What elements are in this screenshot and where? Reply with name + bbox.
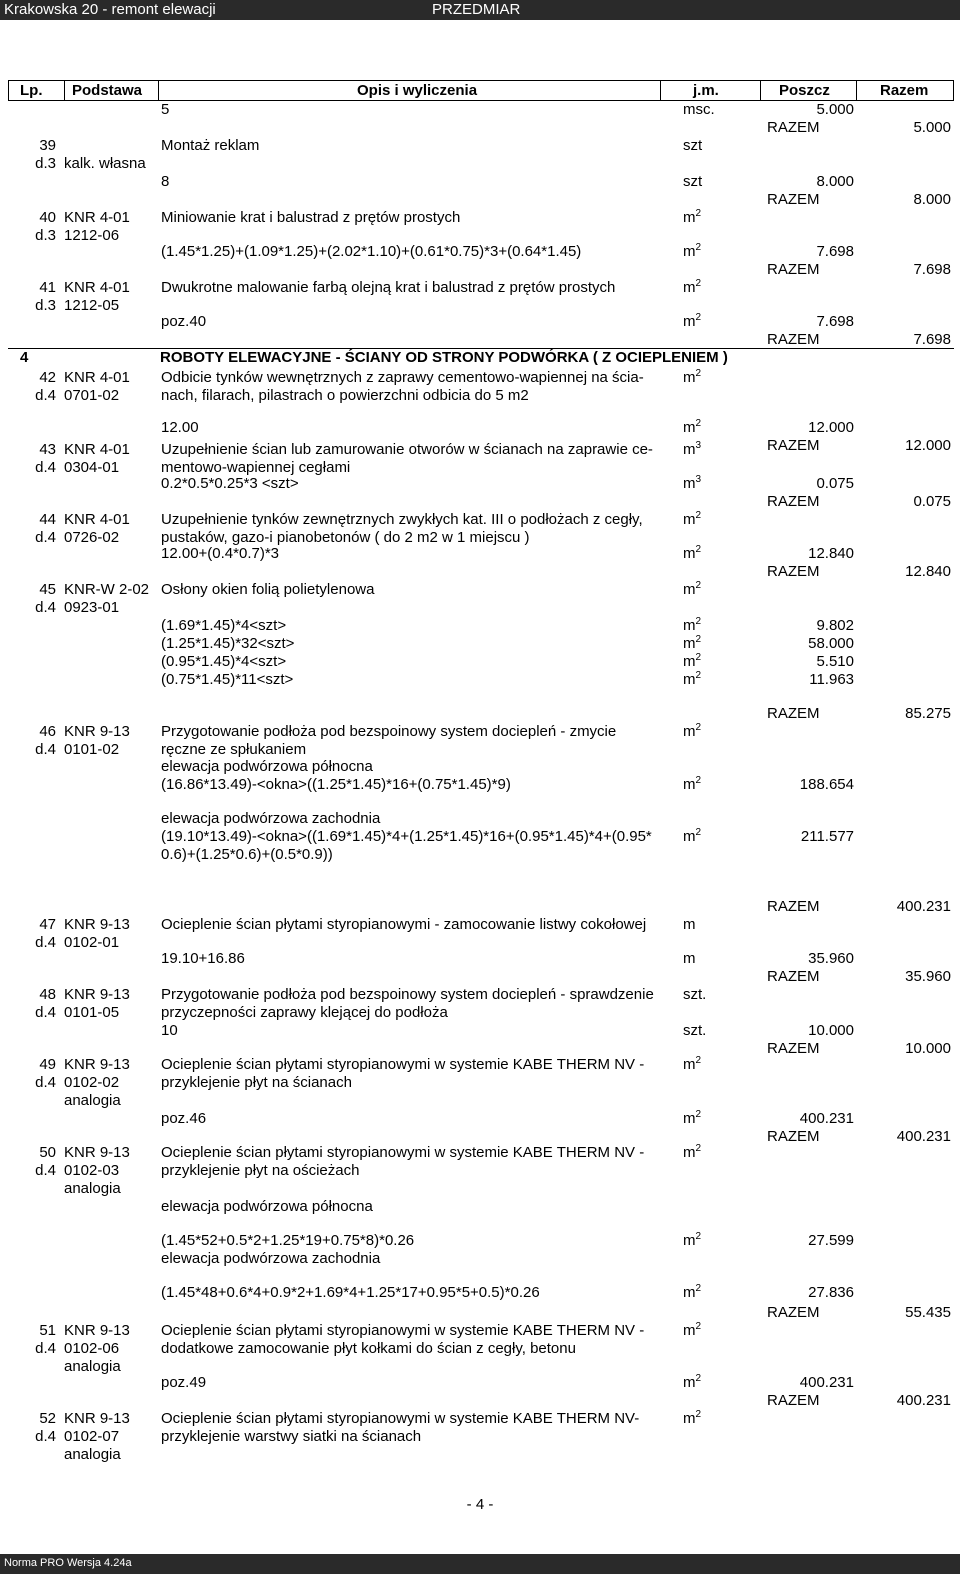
calc-line: 19.10+16.86	[161, 950, 245, 967]
razem-label: RAZEM	[767, 1040, 820, 1057]
partial-value: 9.802	[816, 617, 854, 634]
partial-value: 11.963	[809, 671, 854, 688]
item-basis-code: 0726-02	[64, 529, 120, 546]
item-description: Ocieplenie ścian płytami styropianowymi w systemie KABE THERM NV -	[161, 1322, 645, 1339]
unit: $m^2$	[683, 1143, 702, 1161]
razem-label: RAZEM	[767, 1304, 820, 1321]
item-basis-catalog: KNR 9-13	[64, 1144, 130, 1161]
calc-line: (1.45*48+0.6*4+0.9*2+1.69*4+1.25*17+0.95*5+0.5)*0.26	[161, 1284, 540, 1301]
unit-exponent: 2	[695, 652, 702, 663]
page-number: - 4 -	[466, 1496, 494, 1513]
col-razem: Razem	[880, 82, 929, 99]
calc-line: 0.6)+(1.25*0.6)+(0.5*0.9))	[161, 846, 333, 863]
item-basis-catalog: KNR 9-13	[64, 1410, 130, 1427]
unit-exponent: 3	[695, 474, 702, 485]
unit: $m^2$	[683, 1409, 702, 1427]
item-description-cont: nach, filarach, pilastrach o powierzchni odbicia do 5 m2	[161, 387, 529, 404]
unit: $m^2$	[683, 278, 702, 296]
page-footer	[0, 1554, 960, 1574]
software-version: Norma PRO Wersja 4.24a	[4, 1557, 132, 1569]
page-header	[0, 0, 960, 20]
item-basis-catalog: KNR-W 2-02	[64, 581, 150, 598]
unit: $m^2$	[683, 580, 702, 598]
item-description: Przygotowanie podłoża pod bezspoinowy system dociepleń - zmycie	[161, 723, 617, 740]
item-number: 52	[39, 1410, 56, 1427]
partial-value: 400.231	[799, 1374, 854, 1391]
calc-line: 5	[161, 101, 170, 118]
unit: $m^2$	[683, 510, 702, 528]
unit: szt	[683, 137, 703, 154]
col-opis: Opis i wyliczenia	[357, 82, 478, 99]
header-divider	[660, 80, 661, 101]
razem-label: RAZEM	[767, 968, 820, 985]
unit-exponent: 2	[695, 1055, 702, 1066]
item-number: 42	[39, 369, 56, 386]
calc-line: (1.25*1.45)*32<szt>	[161, 635, 295, 652]
calc-line: poz.46	[161, 1110, 207, 1127]
item-basis-code: 0101-02	[64, 741, 120, 758]
item-basis-catalog: KNR 4-01	[64, 279, 130, 296]
razem-value: 55.435	[905, 1304, 951, 1321]
partial-value: 0.075	[816, 475, 854, 492]
unit: m	[683, 916, 696, 933]
item-number: 43	[39, 441, 56, 458]
item-basis-code: 1212-06	[64, 227, 120, 244]
unit: $m^2$	[683, 775, 702, 793]
section-number: 4	[20, 349, 29, 366]
item-basis: kalk. własna	[64, 155, 146, 172]
partial-value: 35.960	[808, 950, 854, 967]
partial-value: 7.698	[816, 243, 854, 260]
col-jm: j.m.	[693, 82, 719, 99]
item-basis-code: 0102-02	[64, 1074, 120, 1091]
item-number: 40	[39, 209, 56, 226]
header-divider	[64, 80, 65, 101]
unit: $m^2$	[683, 652, 702, 670]
razem-value: 12.000	[905, 437, 951, 454]
item-description-cont: przyklejenie płyt na ościeżach	[161, 1162, 360, 1179]
item-number: 49	[39, 1056, 56, 1073]
calc-line: (0.75*1.45)*11<szt>	[161, 671, 294, 688]
unit-exponent: 2	[695, 368, 702, 379]
item-number: 41	[39, 279, 56, 296]
razem-value: 12.840	[905, 563, 951, 580]
item-basis-code: 0304-01	[64, 459, 120, 476]
razem-value: 400.231	[896, 1392, 951, 1409]
razem-label: RAZEM	[767, 1128, 820, 1145]
section-title: ROBOTY ELEWACYJNE - ŚCIANY OD STRONY PODWÓRKA ( Z OCIEPLENIEM )	[160, 349, 728, 366]
unit: $m^2$	[683, 1055, 702, 1073]
unit: $m^2$	[683, 722, 702, 740]
unit: $m^2$	[683, 368, 702, 386]
item-basis-catalog: KNR 4-01	[64, 441, 130, 458]
unit: szt.	[683, 1022, 707, 1039]
item-description: Ocieplenie ścian płytami styropianowymi w systemie KABE THERM NV -	[161, 1056, 645, 1073]
razem-value: 7.698	[913, 261, 951, 278]
header-divider	[158, 80, 159, 101]
item-basis-catalog: KNR 9-13	[64, 1056, 130, 1073]
item-chapter: d.4	[35, 934, 56, 951]
unit: $m^2$	[683, 616, 702, 634]
unit-exponent: 2	[695, 278, 702, 289]
razem-value: 7.698	[913, 331, 951, 348]
unit: $m^2$	[683, 827, 702, 845]
calc-line: poz.40	[161, 313, 207, 330]
calc-line: (1.69*1.45)*4<szt>	[161, 617, 287, 634]
item-number: 47	[39, 916, 56, 933]
item-chapter: d.3	[35, 227, 56, 244]
partial-value: 27.836	[808, 1284, 854, 1301]
item-chapter: d.4	[35, 741, 56, 758]
item-basis-note: analogia	[64, 1358, 121, 1375]
item-chapter: d.4	[35, 1074, 56, 1091]
item-description: Przygotowanie podłoża pod bezspoinowy system dociepleń - sprawdzenie	[161, 986, 654, 1003]
table-top-rule	[8, 80, 954, 81]
razem-value: 400.231	[896, 1128, 951, 1145]
unit: szt	[683, 173, 703, 190]
unit: msc.	[683, 101, 715, 118]
item-chapter: d.4	[35, 1340, 56, 1357]
calc-line: (0.95*1.45)*4<szt>	[161, 653, 287, 670]
calc-line: 12.00+(0.4*0.7)*3	[161, 545, 280, 562]
item-chapter: d.4	[35, 529, 56, 546]
calc-line: 10	[161, 1022, 178, 1039]
item-number: 39	[39, 137, 56, 154]
item-basis-catalog: KNR 4-01	[64, 209, 130, 226]
unit: szt.	[683, 986, 707, 1003]
calc-line: elewacja podwórzowa północna	[161, 1198, 373, 1215]
header-divider	[856, 80, 857, 101]
unit-exponent: 2	[695, 722, 702, 733]
item-number: 51	[39, 1322, 56, 1339]
unit: $m^2$	[683, 1109, 702, 1127]
razem-value: 35.960	[905, 968, 951, 985]
item-chapter: d.4	[35, 1428, 56, 1445]
calc-line: poz.49	[161, 1374, 207, 1391]
header-divider	[8, 80, 9, 101]
item-number: 50	[39, 1144, 56, 1161]
razem-value: 400.231	[896, 898, 951, 915]
unit-exponent: 2	[695, 616, 702, 627]
unit: m	[683, 950, 696, 967]
unit-exponent: 2	[695, 670, 702, 681]
col-lp: Lp.	[20, 82, 43, 99]
unit: $m^2$	[683, 208, 702, 226]
calc-line: elewacja podwórzowa zachodnia	[161, 1250, 381, 1267]
col-podstawa: Podstawa	[72, 82, 143, 99]
unit-exponent: 2	[695, 1143, 702, 1154]
item-description-cont: przyklejenie płyt na ścianach	[161, 1074, 352, 1091]
razem-label: RAZEM	[767, 493, 820, 510]
calc-line: (16.86*13.49)-<okna>((1.25*1.45)*16+(0.75*1.45)*9)	[161, 776, 511, 793]
unit: $m^3$	[683, 440, 702, 458]
partial-value: 27.599	[808, 1232, 854, 1249]
partial-value: 58.000	[808, 635, 854, 652]
item-description-cont: przyczepności zaprawy klejącej do podłoża	[161, 1004, 448, 1021]
item-basis-code: 0102-06	[64, 1340, 120, 1357]
item-basis-code: 0102-07	[64, 1428, 120, 1445]
item-description: Uzupełnienie tynków zewnętrznych zwykłych kat. III o podłożach z cegły,	[161, 511, 643, 528]
item-chapter: d.4	[35, 1004, 56, 1021]
item-basis-note: analogia	[64, 1092, 121, 1109]
unit: $m^2$	[683, 670, 702, 688]
col-poszcz: Poszcz	[779, 82, 830, 99]
item-basis-catalog: KNR 9-13	[64, 1322, 130, 1339]
calc-line: (1.45*52+0.5*2+1.25*19+0.75*8)*0.26	[161, 1232, 415, 1249]
item-basis-code: 0101-05	[64, 1004, 120, 1021]
partial-value: 12.000	[808, 419, 854, 436]
item-basis-code: 0701-02	[64, 387, 120, 404]
item-description: Odbicie tynków wewnętrznych z zaprawy cementowo-wapiennej na ścia-	[161, 369, 644, 386]
unit: $m^2$	[683, 312, 702, 330]
unit: $m^2$	[683, 544, 702, 562]
item-description-cont: mentowo-wapiennej cegłami	[161, 459, 351, 476]
document-title: Krakowska 20 - remont elewacji	[4, 1, 216, 18]
calc-line: elewacja podwórzowa zachodnia	[161, 810, 381, 827]
item-chapter: d.4	[35, 1162, 56, 1179]
document-type: PRZEDMIAR	[432, 1, 521, 18]
item-chapter: d.4	[35, 599, 56, 616]
unit: $m^2$	[683, 418, 702, 436]
unit: $m^2$	[683, 1321, 702, 1339]
item-basis-code: 0923-01	[64, 599, 120, 616]
partial-value: 211.577	[800, 828, 854, 845]
calc-line: (19.10*13.49)-<okna>((1.69*1.45)*4+(1.25*1.45)*16+(0.95*1.45)*4+(0.95*	[161, 828, 652, 845]
header-divider	[953, 80, 954, 101]
unit-exponent: 2	[695, 1321, 702, 1332]
calc-line: 12.00	[161, 419, 199, 436]
partial-value: 5.510	[816, 653, 854, 670]
razem-label: RAZEM	[767, 898, 820, 915]
razem-label: RAZEM	[767, 1392, 820, 1409]
item-description: Ocieplenie ścian płytami styropianowymi w systemie KABE THERM NV -	[161, 1144, 645, 1161]
partial-value: 5.000	[816, 101, 854, 118]
item-basis-catalog: KNR 4-01	[64, 369, 130, 386]
item-basis-code: 1212-05	[64, 297, 120, 314]
item-number: 48	[39, 986, 56, 1003]
unit-exponent: 2	[695, 580, 702, 591]
razem-label: RAZEM	[767, 119, 820, 136]
unit-exponent: 2	[695, 1409, 702, 1420]
unit-exponent: 2	[695, 208, 702, 219]
razem-label: RAZEM	[767, 705, 820, 722]
calc-line: elewacja podwórzowa północna	[161, 758, 373, 775]
unit: $m^2$	[683, 1373, 702, 1391]
calc-line: (1.45*1.25)+(1.09*1.25)+(2.02*1.10)+(0.61*0.75)*3+(0.64*1.45)	[161, 243, 582, 260]
razem-value: 0.075	[913, 493, 951, 510]
razem-label: RAZEM	[767, 261, 820, 278]
item-description: Montaż reklam	[161, 137, 260, 154]
item-basis-catalog: KNR 9-13	[64, 916, 130, 933]
unit-exponent: 3	[695, 440, 702, 451]
razem-label: RAZEM	[767, 437, 820, 454]
item-chapter: d.3	[35, 297, 56, 314]
item-description: Dwukrotne malowanie farbą olejną krat i balustrad z prętów prostych	[161, 279, 616, 296]
unit: $m^2$	[683, 1231, 702, 1249]
razem-value: 5.000	[913, 119, 951, 136]
unit-exponent: 2	[695, 1373, 702, 1384]
unit-exponent: 2	[695, 1283, 702, 1294]
item-basis-catalog: KNR 9-13	[64, 986, 130, 1003]
item-number: 44	[39, 511, 56, 528]
partial-value: 8.000	[816, 173, 854, 190]
item-description: Ocieplenie ścian płytami styropianowymi - zamocowanie listwy cokołowej	[161, 916, 647, 933]
unit: $m^2$	[683, 634, 702, 652]
razem-label: RAZEM	[767, 331, 820, 348]
item-chapter: d.4	[35, 459, 56, 476]
item-description: Ocieplenie ścian płytami styropianowymi w systemie KABE THERM NV-	[161, 1410, 640, 1427]
item-basis-note: analogia	[64, 1180, 121, 1197]
item-description-cont: pustaków, gazo-i pianobetonów ( do 2 m2 w 1 miejscu )	[161, 529, 530, 546]
item-basis-catalog: KNR 4-01	[64, 511, 130, 528]
unit-exponent: 2	[695, 544, 702, 555]
item-basis-catalog: KNR 9-13	[64, 723, 130, 740]
item-description: Miniowanie krat i balustrad z prętów prostych	[161, 209, 461, 226]
unit: $m^2$	[683, 1283, 702, 1301]
partial-value: 12.840	[808, 545, 854, 562]
partial-value: 7.698	[816, 313, 854, 330]
razem-value: 10.000	[905, 1040, 951, 1057]
item-basis-code: 0102-03	[64, 1162, 120, 1179]
unit-exponent: 2	[695, 312, 702, 323]
razem-value: 85.275	[905, 705, 951, 722]
partial-value: 188.654	[799, 776, 854, 793]
item-description-cont: ręczne ze spłukaniem	[161, 741, 307, 758]
unit-exponent: 2	[695, 418, 702, 429]
item-number: 45	[39, 581, 56, 598]
unit-exponent: 2	[695, 827, 702, 838]
razem-label: RAZEM	[767, 191, 820, 208]
item-description: Uzupełnienie ścian lub zamurowanie otworów w ścianach na zaprawie ce-	[161, 441, 653, 458]
partial-value: 10.000	[808, 1022, 854, 1039]
item-description-cont: dodatkowe zamocowanie płyt kołkami do ścian z cegły, betonu	[161, 1340, 576, 1357]
unit-exponent: 2	[695, 510, 702, 521]
header-divider	[760, 80, 761, 101]
razem-label: RAZEM	[767, 563, 820, 580]
item-description: Osłony okien folią polietylenowa	[161, 581, 375, 598]
item-chapter: d.4	[35, 387, 56, 404]
calc-line: 0.2*0.5*0.25*3 <szt>	[161, 475, 299, 492]
item-chapter: d.3	[35, 155, 56, 172]
unit: $m^2$	[683, 242, 702, 260]
item-number: 46	[39, 723, 56, 740]
unit: $m^3$	[683, 474, 702, 492]
unit-exponent: 2	[695, 1231, 702, 1242]
unit-exponent: 2	[695, 1109, 702, 1120]
item-basis-code: 0102-01	[64, 934, 120, 951]
unit-exponent: 2	[695, 242, 702, 253]
partial-value: 400.231	[799, 1110, 854, 1127]
unit-exponent: 2	[695, 775, 702, 786]
unit-exponent: 2	[695, 634, 702, 645]
razem-value: 8.000	[913, 191, 951, 208]
calc-line: 8	[161, 173, 170, 190]
item-basis-note: analogia	[64, 1446, 121, 1463]
item-description-cont: przyklejenie warstwy siatki na ścianach	[161, 1428, 422, 1445]
